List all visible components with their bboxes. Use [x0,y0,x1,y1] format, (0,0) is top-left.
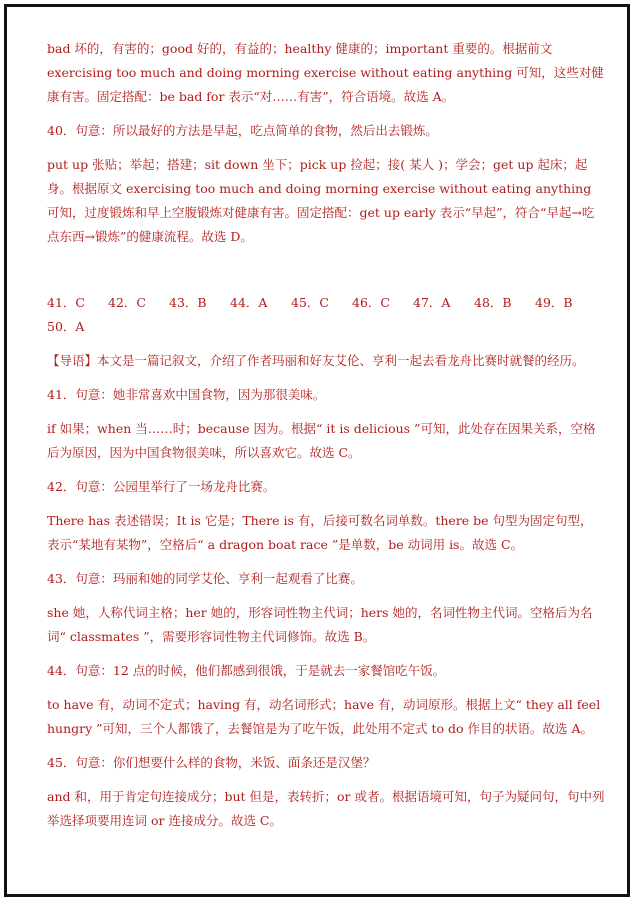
question-40-meaning: 40．句意：所以最好的方法是早起，吃点简单的食物，然后出去锻炼。 [47,123,438,138]
explanation-41: if 如果；when 当……时；because 因为。根据“ it is delicious ”可知，此处存在因果关系，空格后为原因，因为中国食物很美味，所以喜欢它。故选 C。 [47,421,596,460]
answer-46: 46．C [352,295,390,310]
explanation-45: and 和，用于肯定句连接成分；but 但是，表转折；or 或者。根据语境可知，句子为疑问句，句中列举选择项要用连词 or 连接成分。故选 C。 [47,789,605,828]
passage-intro: 【导语】本文是一篇记叙文，介绍了作者玛丽和好友艾伦、亨利一起去看龙舟比赛时就餐的经历。 [47,353,585,368]
answer-47: 47．A [413,295,451,310]
answer-50: 50．A [47,319,85,334]
answer-41: 41．C [47,295,85,310]
answer-42: 42．C [108,295,146,310]
question-44-meaning: 44．句意：12 点的时候，他们都感到很饿，于是就去一家餐馆吃午饭。 [47,663,446,678]
question-42-meaning: 42．句意：公园里举行了一场龙舟比赛。 [47,479,276,494]
answer-45: 45．C [291,295,329,310]
answer-48: 48．B [474,295,512,310]
document-content [47,37,605,833]
question-45-meaning: 45．句意：你们想要什么样的食物，米饭、面条还是汉堡？ [47,755,376,770]
explanation-40: put up 张贴；举起；搭建；sit down 坐下；pick up 捡起；接( 某人 )；学会；get up 起床；起身。根据原文 exercising too much and doing morning exercise without eating anything 可知，过度锻炼和早上空腹锻炼对健康有害。固定搭配：get up early 表示“早起”，符合“早起→吃点东西→锻炼”的健康流程。故选 D。 [47,157,595,244]
question-41-meaning: 41．句意：她非常喜欢中国食物，因为那很美味。 [47,387,326,402]
answer-key [47,291,605,339]
answer-43: 43．B [169,295,207,310]
answer-44: 44．A [230,295,268,310]
explanation-42: There has 表述错误；It is 它是；There is 有，后接可数名词单数。there be 句型为固定句型，表示“某地有某物”，空格后“ a dragon boat race ”是单数，be 动词用 is。故选 C。 [47,513,593,552]
explanation-44: to have 有，动词不定式；having 有，动名词形式；have 有，动词原形。根据上文“ they all feel hungry ”可知，三个人都饿了，去餐馆是为了吃午饭，此处用不定式 to do 作目的状语。故选 A。 [47,697,601,736]
explanation-39: bad 坏的，有害的；good 好的，有益的；healthy 健康的；important 重要的。根据前文 exercising too much and doing morning exercise without eating anything 可知，这些对健康有害。固定搭配：be bad for 表示“对……有害”，符合语境。故选 A。 [47,41,604,104]
question-43-meaning: 43．句意：玛丽和她的同学艾伦、亨利一起观看了比赛。 [47,571,363,586]
explanation-43: she 她，人称代词主格；her 她的，形容词性物主代词；hers 她的，名词性物主代词。空格后为名词“ classmates ”，需要形容词性物主代词修饰。故选 B。 [47,605,593,644]
answer-49: 49．B [535,295,573,310]
page-border [4,4,630,897]
